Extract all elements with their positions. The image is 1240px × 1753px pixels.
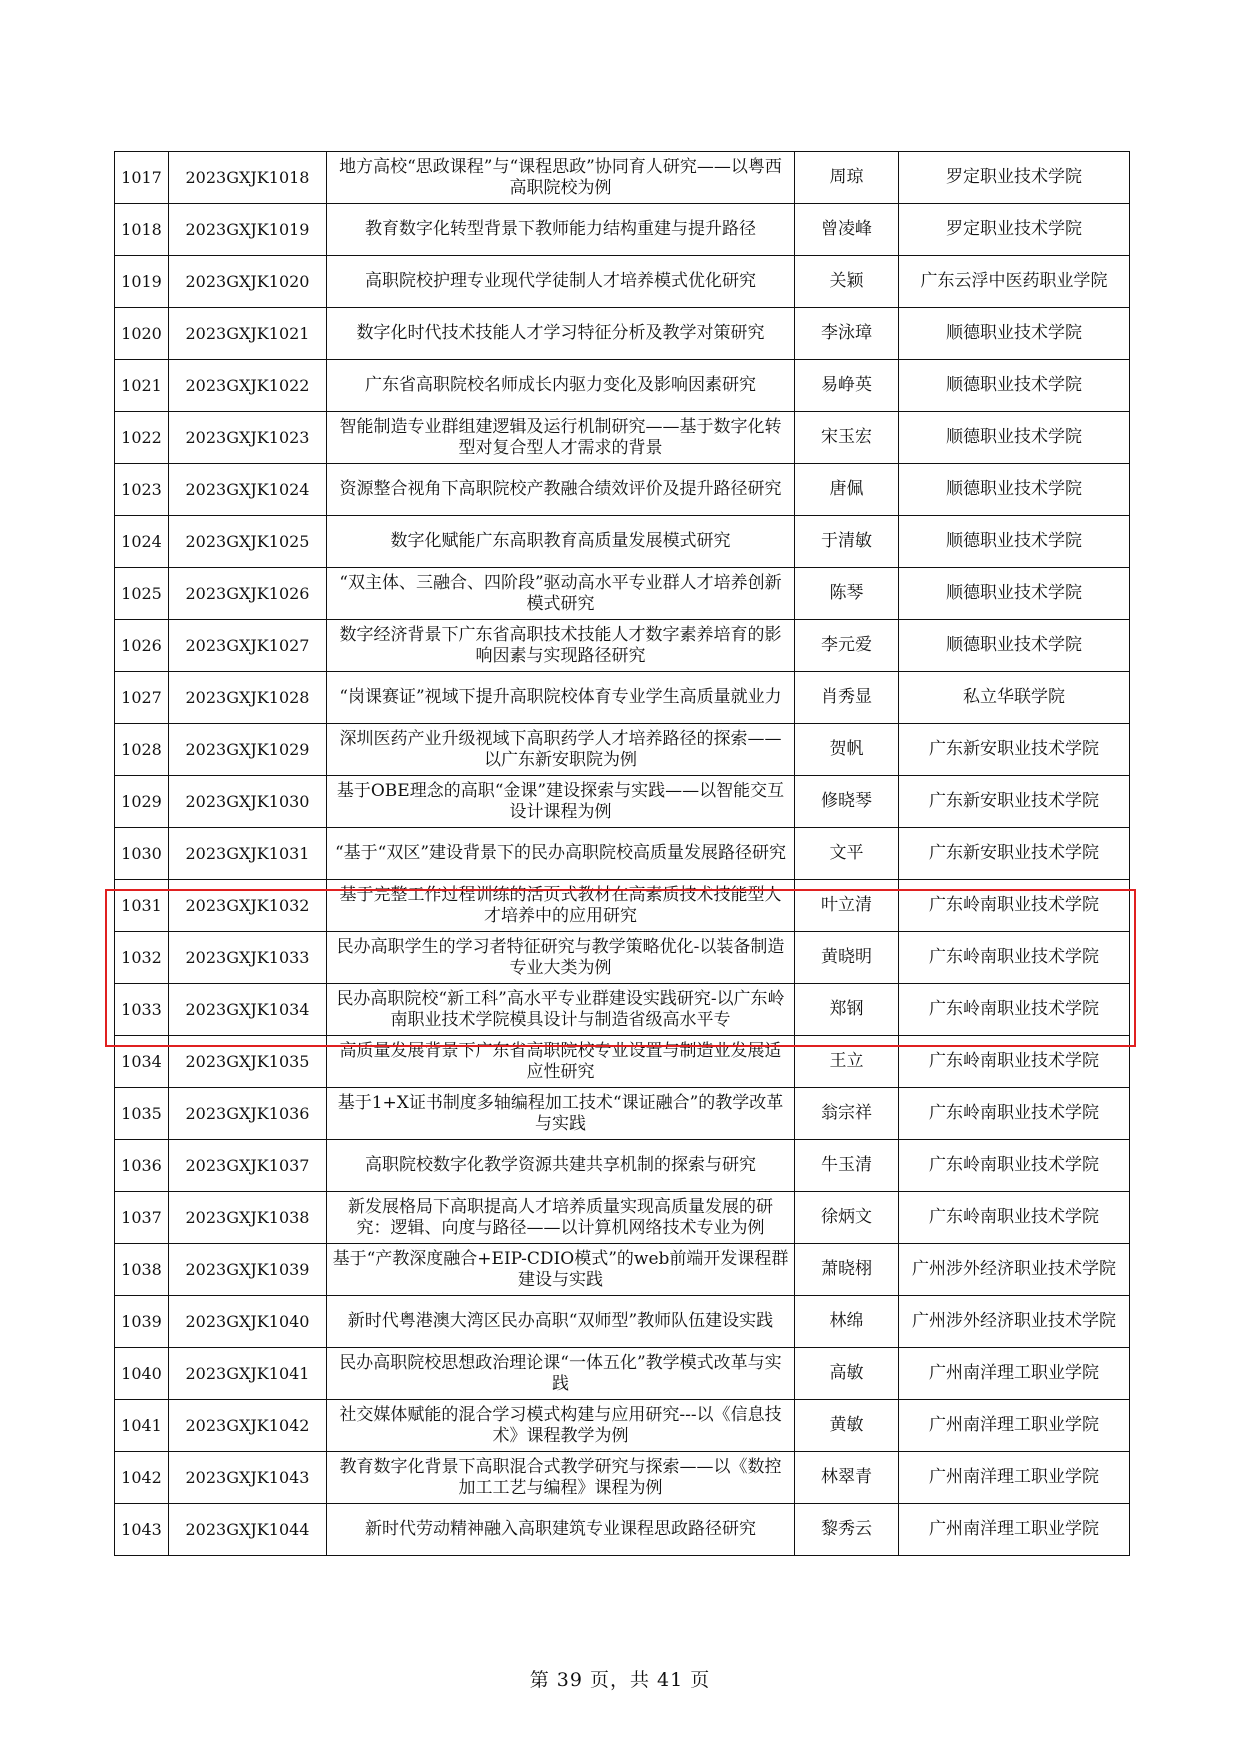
row-number: 1027 (115, 672, 169, 724)
row-number: 1019 (115, 256, 169, 308)
table-row (115, 620, 1130, 672)
institution-name: 广东岭南职业技术学院 (899, 880, 1130, 932)
table-row (115, 152, 1130, 204)
project-code: 2023GXJK1028 (169, 672, 327, 724)
table-row (115, 1036, 1130, 1088)
table-row (115, 1400, 1130, 1452)
project-code: 2023GXJK1023 (169, 412, 327, 464)
project-code: 2023GXJK1033 (169, 932, 327, 984)
row-number: 1032 (115, 932, 169, 984)
table-row (115, 1452, 1130, 1504)
project-code: 2023GXJK1040 (169, 1296, 327, 1348)
project-title: 数字化时代技术技能人才学习特征分析及教学对策研究 (327, 308, 795, 360)
institution-name: 罗定职业技术学院 (899, 152, 1130, 204)
project-code: 2023GXJK1021 (169, 308, 327, 360)
row-number: 1023 (115, 464, 169, 516)
project-title: 数字化赋能广东高职教育高质量发展模式研究 (327, 516, 795, 568)
project-code: 2023GXJK1042 (169, 1400, 327, 1452)
institution-name: 广州南洋理工职业学院 (899, 1400, 1130, 1452)
row-number: 1020 (115, 308, 169, 360)
table-row (115, 256, 1130, 308)
table-row (115, 308, 1130, 360)
institution-name: 广东岭南职业技术学院 (899, 1140, 1130, 1192)
project-code: 2023GXJK1044 (169, 1504, 327, 1556)
project-leader: 易峥英 (795, 360, 899, 412)
project-code: 2023GXJK1031 (169, 828, 327, 880)
institution-name: 广州南洋理工职业学院 (899, 1452, 1130, 1504)
row-number: 1017 (115, 152, 169, 204)
institution-name: 顺德职业技术学院 (899, 360, 1130, 412)
row-number: 1029 (115, 776, 169, 828)
row-number: 1031 (115, 880, 169, 932)
row-number: 1018 (115, 204, 169, 256)
project-leader: 李泳璋 (795, 308, 899, 360)
table-row (115, 828, 1130, 880)
institution-name: 广州南洋理工职业学院 (899, 1504, 1130, 1556)
table-row (115, 1504, 1130, 1556)
project-code: 2023GXJK1019 (169, 204, 327, 256)
row-number: 1026 (115, 620, 169, 672)
project-title: 基于完整工作过程训练的活页式教材在高素质技术技能型人才培养中的应用研究 (327, 880, 795, 932)
row-number: 1028 (115, 724, 169, 776)
table-row (115, 1192, 1130, 1244)
project-leader: 唐佩 (795, 464, 899, 516)
table-row (115, 360, 1130, 412)
institution-name: 顺德职业技术学院 (899, 516, 1130, 568)
institution-name: 广州南洋理工职业学院 (899, 1348, 1130, 1400)
project-leader: 黄晓明 (795, 932, 899, 984)
project-title: 新时代粤港澳大湾区民办高职“双师型”教师队伍建设实践 (327, 1296, 795, 1348)
table-row (115, 516, 1130, 568)
project-leader: 郑钢 (795, 984, 899, 1036)
institution-name: 广州涉外经济职业技术学院 (899, 1244, 1130, 1296)
table-row (115, 724, 1130, 776)
project-title: 新发展格局下高职提高人才培养质量实现高质量发展的研究：逻辑、向度与路径——以计算机网络技术专业为例 (327, 1192, 795, 1244)
project-leader: 陈琴 (795, 568, 899, 620)
table-row (115, 1088, 1130, 1140)
project-code: 2023GXJK1041 (169, 1348, 327, 1400)
project-title: 广东省高职院校名师成长内驱力变化及影响因素研究 (327, 360, 795, 412)
project-leader: 王立 (795, 1036, 899, 1088)
project-leader: 贺帆 (795, 724, 899, 776)
project-leader: 黎秀云 (795, 1504, 899, 1556)
institution-name: 顺德职业技术学院 (899, 464, 1130, 516)
institution-name: 广东新安职业技术学院 (899, 724, 1130, 776)
project-leader: 周琼 (795, 152, 899, 204)
project-code: 2023GXJK1034 (169, 984, 327, 1036)
project-leader: 牛玉清 (795, 1140, 899, 1192)
row-number: 1041 (115, 1400, 169, 1452)
project-leader: 徐炳文 (795, 1192, 899, 1244)
institution-name: 广州涉外经济职业技术学院 (899, 1296, 1130, 1348)
project-code: 2023GXJK1039 (169, 1244, 327, 1296)
row-number: 1021 (115, 360, 169, 412)
institution-name: 罗定职业技术学院 (899, 204, 1130, 256)
project-title: 高职院校数字化教学资源共建共享机制的探索与研究 (327, 1140, 795, 1192)
institution-name: 广东岭南职业技术学院 (899, 1036, 1130, 1088)
project-leader: 叶立清 (795, 880, 899, 932)
project-title: “基于“双区”建设背景下的民办高职院校高质量发展路径研究 (327, 828, 795, 880)
table-row (115, 412, 1130, 464)
project-title: 数字经济背景下广东省高职技术技能人才数字素养培育的影响因素与实现路径研究 (327, 620, 795, 672)
page-footer: 第 39 页，共 41 页 (529, 1669, 711, 1691)
project-code: 2023GXJK1027 (169, 620, 327, 672)
table-row (115, 672, 1130, 724)
project-leader: 翁宗祥 (795, 1088, 899, 1140)
project-leader: 曾凌峰 (795, 204, 899, 256)
project-code: 2023GXJK1026 (169, 568, 327, 620)
project-title: 社交媒体赋能的混合学习模式构建与应用研究---以《信息技术》课程教学为例 (327, 1400, 795, 1452)
project-title: 资源整合视角下高职院校产教融合绩效评价及提升路径研究 (327, 464, 795, 516)
table-row (115, 1140, 1130, 1192)
table-row (115, 932, 1130, 984)
project-title: 基于1+X证书制度多轴编程加工技术“课证融合”的教学改革与实践 (327, 1088, 795, 1140)
row-number: 1034 (115, 1036, 169, 1088)
project-code: 2023GXJK1029 (169, 724, 327, 776)
row-number: 1038 (115, 1244, 169, 1296)
table-row (115, 464, 1130, 516)
project-title: 基于OBE理念的高职“金课”建设探索与实践——以智能交互设计课程为例 (327, 776, 795, 828)
project-title: “双主体、三融合、四阶段”驱动高水平专业群人才培养创新模式研究 (327, 568, 795, 620)
row-number: 1040 (115, 1348, 169, 1400)
institution-name: 广东云浮中医药职业学院 (899, 256, 1130, 308)
row-number: 1022 (115, 412, 169, 464)
table-row (115, 984, 1130, 1036)
project-title: 民办高职学生的学习者特征研究与教学策略优化-以装备制造专业大类为例 (327, 932, 795, 984)
project-code: 2023GXJK1018 (169, 152, 327, 204)
project-code: 2023GXJK1030 (169, 776, 327, 828)
project-title: 教育数字化背景下高职混合式教学研究与探索——以《数控加工工艺与编程》课程为例 (327, 1452, 795, 1504)
institution-name: 顺德职业技术学院 (899, 308, 1130, 360)
institution-name: 广东岭南职业技术学院 (899, 1088, 1130, 1140)
project-code: 2023GXJK1020 (169, 256, 327, 308)
institution-name: 顺德职业技术学院 (899, 412, 1130, 464)
project-leader: 萧晓栩 (795, 1244, 899, 1296)
project-title: 基于“产教深度融合+EIP-CDIO模式”的web前端开发课程群建设与实践 (327, 1244, 795, 1296)
project-code: 2023GXJK1038 (169, 1192, 327, 1244)
table-row (115, 880, 1130, 932)
table-row (115, 1244, 1130, 1296)
project-code: 2023GXJK1035 (169, 1036, 327, 1088)
table-row (115, 776, 1130, 828)
project-title: 智能制造专业群组建逻辑及运行机制研究——基于数字化转型对复合型人才需求的背景 (327, 412, 795, 464)
table-row (115, 568, 1130, 620)
project-leader: 文平 (795, 828, 899, 880)
project-leader: 修晓琴 (795, 776, 899, 828)
institution-name: 顺德职业技术学院 (899, 620, 1130, 672)
row-number: 1039 (115, 1296, 169, 1348)
project-title: 教育数字化转型背景下教师能力结构重建与提升路径 (327, 204, 795, 256)
project-leader: 肖秀显 (795, 672, 899, 724)
project-leader: 黄敏 (795, 1400, 899, 1452)
institution-name: 顺德职业技术学院 (899, 568, 1130, 620)
project-table-body (115, 152, 1130, 1556)
project-title: “岗课赛证”视域下提升高职院校体育专业学生高质量就业力 (327, 672, 795, 724)
project-leader: 林绵 (795, 1296, 899, 1348)
row-number: 1037 (115, 1192, 169, 1244)
project-leader: 关颖 (795, 256, 899, 308)
project-title: 深圳医药产业升级视域下高职药学人才培养路径的探索——以广东新安职院为例 (327, 724, 795, 776)
project-leader: 宋玉宏 (795, 412, 899, 464)
project-leader: 于清敏 (795, 516, 899, 568)
project-code: 2023GXJK1036 (169, 1088, 327, 1140)
row-number: 1033 (115, 984, 169, 1036)
project-title: 地方高校“思政课程”与“课程思政”协同育人研究——以粤西高职院校为例 (327, 152, 795, 204)
institution-name: 广东新安职业技术学院 (899, 776, 1130, 828)
row-number: 1035 (115, 1088, 169, 1140)
row-number: 1042 (115, 1452, 169, 1504)
project-table (114, 151, 1130, 1556)
institution-name: 广东岭南职业技术学院 (899, 932, 1130, 984)
table-row (115, 1348, 1130, 1400)
project-leader: 林翠青 (795, 1452, 899, 1504)
project-code: 2023GXJK1043 (169, 1452, 327, 1504)
institution-name: 广东岭南职业技术学院 (899, 1192, 1130, 1244)
row-number: 1043 (115, 1504, 169, 1556)
row-number: 1036 (115, 1140, 169, 1192)
project-title: 民办高职院校“新工科”高水平专业群建设实践研究-以广东岭南职业技术学院模具设计与制造省级高水平专 (327, 984, 795, 1036)
table-row (115, 1296, 1130, 1348)
project-title: 新时代劳动精神融入高职建筑专业课程思政路径研究 (327, 1504, 795, 1556)
table-row (115, 204, 1130, 256)
institution-name: 广东新安职业技术学院 (899, 828, 1130, 880)
project-code: 2023GXJK1022 (169, 360, 327, 412)
institution-name: 私立华联学院 (899, 672, 1130, 724)
row-number: 1024 (115, 516, 169, 568)
project-code: 2023GXJK1037 (169, 1140, 327, 1192)
row-number: 1030 (115, 828, 169, 880)
project-code: 2023GXJK1024 (169, 464, 327, 516)
project-leader: 李元爱 (795, 620, 899, 672)
row-number: 1025 (115, 568, 169, 620)
project-title: 高职院校护理专业现代学徒制人才培养模式优化研究 (327, 256, 795, 308)
institution-name: 广东岭南职业技术学院 (899, 984, 1130, 1036)
project-code: 2023GXJK1032 (169, 880, 327, 932)
project-code: 2023GXJK1025 (169, 516, 327, 568)
project-title: 民办高职院校思想政治理论课“一体五化”教学模式改革与实践 (327, 1348, 795, 1400)
project-leader: 高敏 (795, 1348, 899, 1400)
project-title: 高质量发展背景下广东省高职院校专业设置与制造业发展适应性研究 (327, 1036, 795, 1088)
